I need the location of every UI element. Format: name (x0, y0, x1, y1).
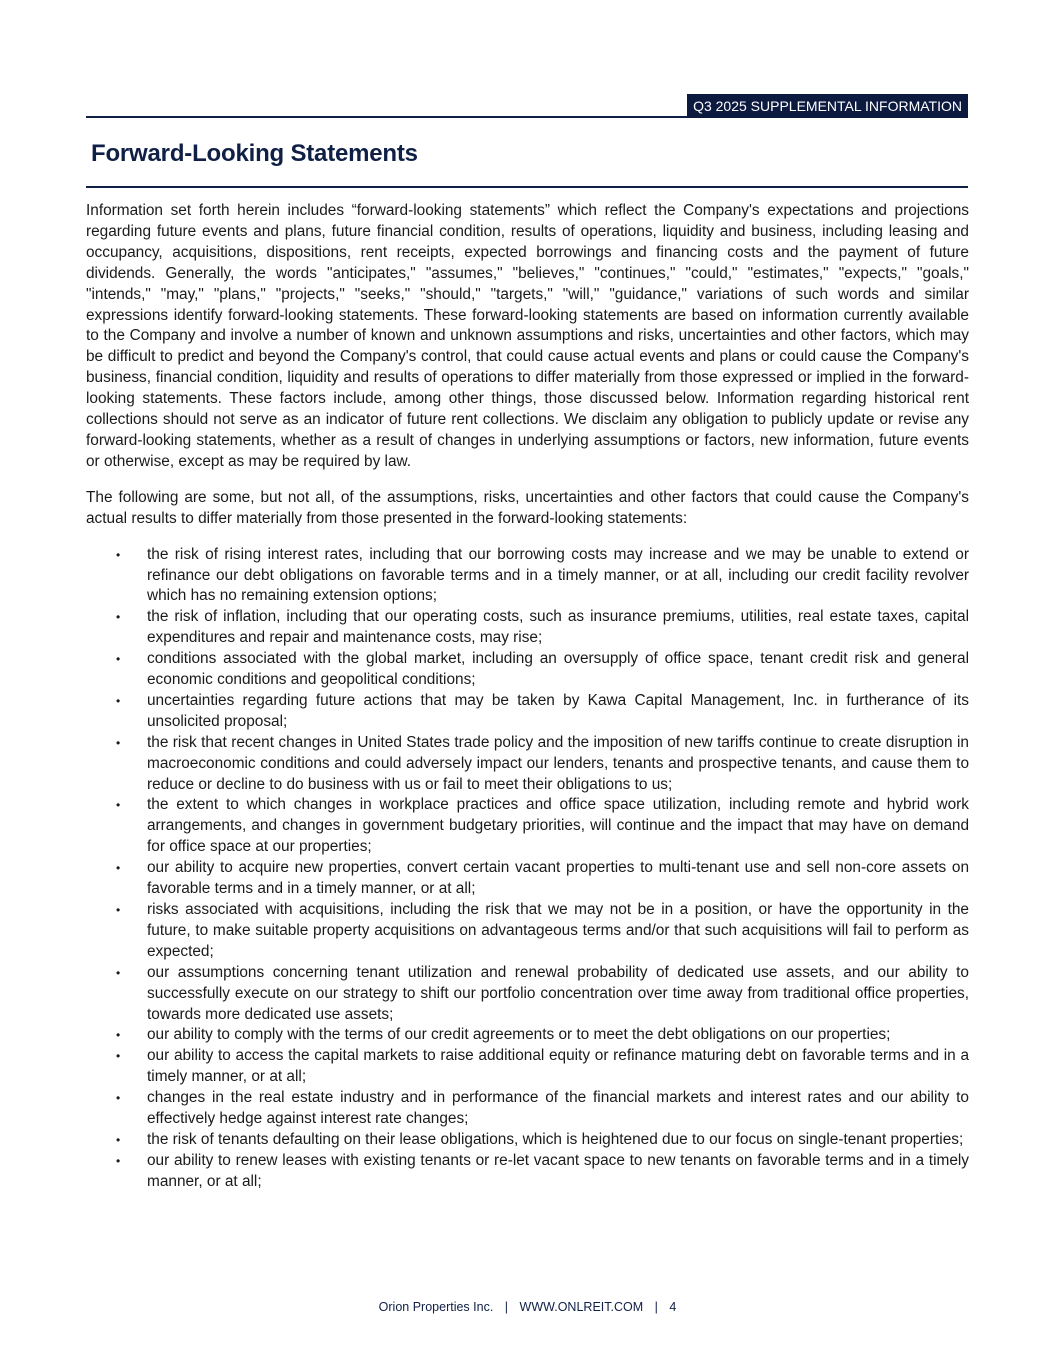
list-item-text: conditions associated with the global market, including an oversupply of office space, tenant credit risk and general economic conditions and geopolitical conditions; (147, 650, 969, 689)
list-item (86, 733, 969, 796)
list-item (86, 795, 969, 858)
list-item-text: the extent to which changes in workplace practices and office space utilization, including remote and hybrid work arrangements, and changes in government budgetary priorities, will continue and the impact that may have on demand for office space at our properties; (147, 796, 969, 856)
list-item (86, 649, 969, 691)
list-item-text: the risk of rising interest rates, including that our borrowing costs may increase and we may be unable to extend or refinance our debt obligations on favorable terms and in a timely manner, or at all, including our credit facility revolver which has no remaining extension options; (147, 545, 969, 605)
list-item-text: the risk that recent changes in United States trade policy and the imposition of new tariffs continue to create disruption in macroeconomic conditions and could adversely impact our lenders, tenants and prospective tenants, and cause them to reduce or decline to do business with us or fail to meet their obligations to us; (147, 733, 969, 793)
bullet-icon: • (116, 1132, 121, 1147)
bullet-icon: • (116, 965, 121, 980)
bullet-icon: • (116, 1091, 121, 1106)
bullet-icon: • (116, 903, 121, 917)
bullet-icon: • (116, 610, 121, 625)
bullet-icon: • (116, 861, 121, 876)
list-item (86, 1046, 969, 1088)
list-item (86, 900, 969, 963)
statement-body (86, 201, 969, 1193)
page-footer (0, 1300, 1055, 1314)
risk-factor-list (86, 545, 969, 1193)
list-item (86, 1088, 969, 1130)
list-item-text: uncertainties regarding future actions that may be taken by Kawa Capital Management, Inc. in furtherance of its unsolicited proposal; (147, 691, 969, 730)
list-item (86, 963, 969, 1026)
bullet-icon: • (116, 1028, 121, 1043)
title-rule (86, 186, 968, 188)
factors-intro-paragraph: The following are some, but not all, of the assumptions, risks, uncertainties and other factors that could cause the Company's actual results to differ materially from those presented in the forward-looking statements: (86, 488, 969, 527)
list-item-text: our ability to comply with the terms of our credit agreements or to meet the debt obligations on our properties; (147, 1026, 891, 1044)
bullet-icon: • (116, 547, 121, 562)
list-item-text: risks associated with acquisitions, including the risk that we may not be in a position, or have the opportunity in the future, to make suitable property acquisitions on advantageous terms and/or that such acquisitions will fail to perform as expected; (147, 901, 969, 960)
list-item-text: our ability to access the capital markets to raise additional equity or refinance maturing debt on favorable terms and in a timely manner, or at all; (147, 1047, 969, 1086)
footer-separator: | (654, 1300, 658, 1314)
list-item (86, 545, 969, 608)
list-item (86, 1130, 969, 1151)
list-item-text: our ability to acquire new properties, convert certain vacant properties to multi-tenant use and sell non-core assets on favorable terms and in a timely manner, or at all; (147, 859, 969, 898)
report-period-badge: Q3 2025 SUPPLEMENTAL INFORMATION (687, 94, 968, 118)
list-item (86, 1025, 969, 1046)
bullet-icon: • (116, 693, 121, 708)
footer-separator: | (504, 1300, 509, 1314)
list-item-text: the risk of tenants defaulting on their lease obligations, which is heightened due to our focus on single-tenant properties; (147, 1130, 964, 1148)
page-title: Forward-Looking Statements (91, 140, 418, 167)
list-item (86, 607, 969, 649)
list-item-text: our assumptions concerning tenant utilization and renewal probability of dedicated use assets, and our ability to successfully execute on our strategy to shift our portfolio concentration over time away from traditional office properties, towards more dedicated use assets; (147, 963, 969, 1023)
list-item (86, 1151, 969, 1193)
page-number: 4 (669, 1300, 677, 1314)
list-item (86, 691, 969, 733)
footer-company-name: Orion Properties Inc. (378, 1300, 494, 1314)
bullet-icon: • (116, 798, 121, 813)
list-item-text: our ability to renew leases with existing tenants or re-let vacant space to new tenants on favorable terms and in a timely manner, or at all; (147, 1151, 969, 1190)
list-item-text: changes in the real estate industry and in performance of the financial markets and interest rates and our ability to effectively hedge against interest rate changes; (147, 1089, 969, 1128)
bullet-icon: • (116, 1049, 121, 1064)
intro-paragraph: Information set forth herein includes “forward-looking statements” which reflect the Company's expectations and projections regarding future events and plans, future financial condition, results of operations, liquidity and business, including leasing and occupancy, acquisitions, dispositions, rent receipts, expected borrowings and financing costs and the payment of future dividends. Generally, the words "anticipates," "assumes," "believes," "continues," "could," "estimates," "expects," "goals," "intends," "may," "plans," "projects," "seeks," "should," "targets," "will," "guidance," variations of such words and similar expressions identify forward-looking statements. These forward-looking statements are based on information currently available to the Company and involve a number of known and unknown assumptions and risks, uncertainties and other factors, which may be difficult to predict and beyond the Company's control, that could cause actual events and plans or could cause the Company's business, financial condition, liquidity and results of operations to differ materially from those expressed or implied in the forward-looking statements. These factors include, among other things, those discussed below. Information regarding historical rent collections should not serve as an indicator of future rent collections. We disclaim any obligation to publicly update or revise any forward-looking statements, whether as a result of changes in underlying assumptions or factors, new information, future events or otherwise, except as may be required by law. (86, 202, 969, 470)
list-item-text: the risk of inflation, including that our operating costs, such as insurance premiums, utilities, real estate taxes, capital expenditures and repair and maintenance costs, may rise; (147, 608, 969, 647)
bullet-icon: • (116, 652, 121, 667)
footer-website-link[interactable]: WWW.ONLREIT.COM (519, 1300, 644, 1314)
list-item (86, 858, 969, 900)
bullet-icon: • (116, 735, 121, 750)
bullet-icon: • (116, 1153, 121, 1168)
